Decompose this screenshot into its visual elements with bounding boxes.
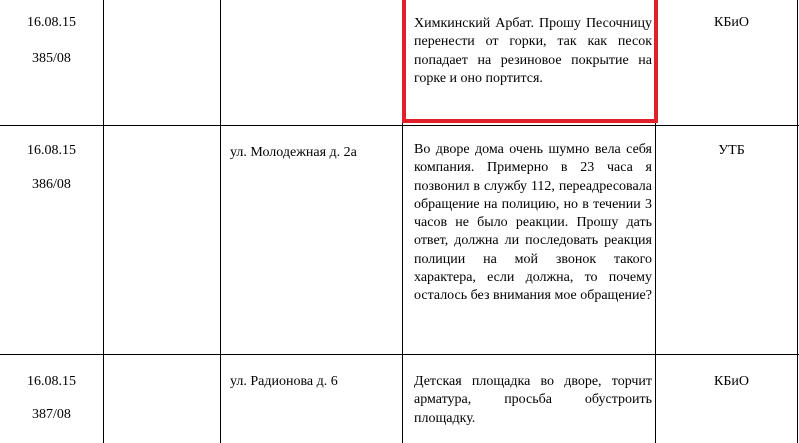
highlight-frame: [402, 0, 658, 123]
row-divider: [0, 125, 799, 126]
row-3-category: КБиО: [714, 374, 749, 389]
row-2-category: УТБ: [718, 143, 745, 158]
row-1-date: 16.08.15: [27, 15, 76, 30]
row-3-number: 387/08: [32, 407, 71, 422]
row-divider: [0, 354, 799, 355]
row-1-complaint-text: Химкинский Арбат. Прошу Песочницу перенести от горки, так как песок попадает на резиновое покрытие на горке и оно портится.: [414, 16, 652, 86]
row-3-address: ул. Радионова д. 6: [230, 374, 338, 389]
column-divider: [103, 0, 104, 443]
row-1-category: КБиО: [714, 15, 749, 30]
row-2-date: 16.08.15: [27, 143, 76, 158]
row-3-date: 16.08.15: [27, 374, 76, 389]
row-2-address: ул. Молодежная д. 2а: [230, 145, 357, 160]
row-3-complaint-text: Детская площадка во дворе, торчит арматура, просьба обустроить площадку.: [414, 374, 652, 426]
row-1-number: 385/08: [32, 51, 71, 66]
column-divider: [220, 0, 221, 443]
row-2-number: 386/08: [32, 177, 71, 192]
row-2-complaint-text: Во дворе дома очень шумно вела себя компания. Примерно в 23 часа я позвонил в службу 112, переадресовала обращение на полицию, но в течении 3 часов не было реакции. Прошу дать ответ, должна ли последовать реакция полиции на мой звонок такого характера, если должна, то почему осталось без внимания мое обращение?: [414, 142, 652, 304]
